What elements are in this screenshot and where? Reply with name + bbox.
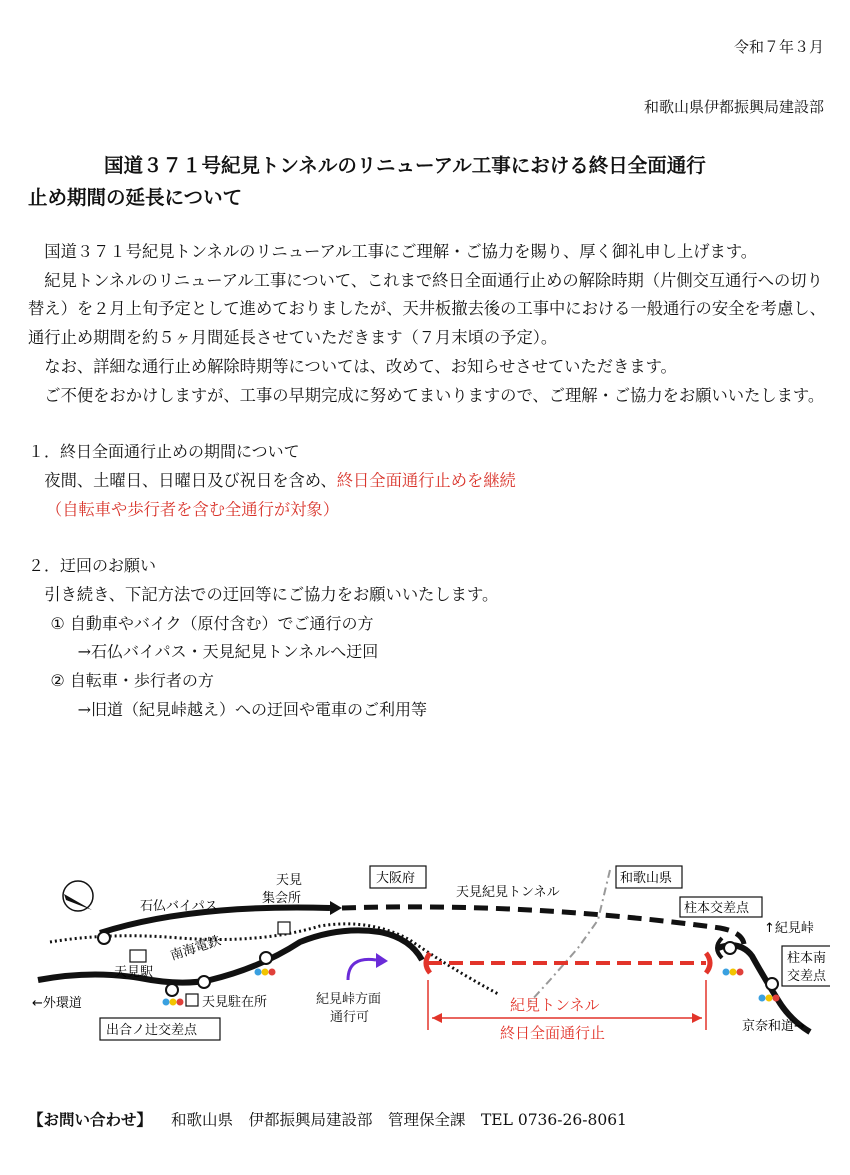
label-amami-station: 天見駅 xyxy=(114,965,154,980)
detour-map xyxy=(30,860,830,1060)
detour-item-2-detail: →旧道（紀見峠越え）への迂回や電車のご利用等 xyxy=(77,699,428,719)
detour-arrow-icon xyxy=(348,959,376,980)
traffic-signal-icon xyxy=(163,999,184,1006)
traffic-signal-icon xyxy=(255,969,276,976)
label-new-tunnel: 天見紀見トンネル xyxy=(456,885,560,900)
label-kimi-direction: 紀見峠方面 xyxy=(316,992,382,1007)
paragraph-extension: 紀見トンネルのリニューアル工事について、これまで終日全面通行止めの解除時期（片側交互通行への切り替え）を２月上旬予定として進めておりましたが、天井板撤去後の工事中における一般通行の安全を考慮し、通行止め期間を約５ヶ月間延長させていただきます（７月末頃の予定）。 xyxy=(28,270,826,348)
label-kimitoge: ↑紀見峠 xyxy=(764,921,814,936)
paragraph-thanks: 国道３７１号紀見トンネルのリニューアル工事にご理解・ご協力を賜り、厚く御礼申し上げます。 xyxy=(44,242,758,261)
detour-item-2-title: ② 自転車・歩行者の方 xyxy=(50,671,214,691)
bypass-arrowhead xyxy=(330,901,342,915)
traffic-signal-icon xyxy=(759,995,780,1002)
issuing-organization: 和歌山県伊都振興局建設部 xyxy=(643,98,824,116)
intersection-marker xyxy=(98,932,110,944)
label-amami-center-2: 集会所 xyxy=(262,891,302,906)
contact-info xyxy=(28,1108,627,1130)
label-amami-center-1: 天見 xyxy=(276,873,303,888)
label-nankai: 南海電鉄 xyxy=(168,933,223,964)
intersection-marker xyxy=(198,976,210,988)
intersection-marker xyxy=(724,942,736,954)
section-1-text-black: 夜間、土曜日、日曜日及び祝日を含め、 xyxy=(44,470,337,490)
label-wakayama: 和歌山県 xyxy=(620,871,673,886)
page-title xyxy=(28,150,828,214)
traffic-signal-icon xyxy=(723,969,744,976)
label-hashiramoto-minami-2: 交差点 xyxy=(787,969,827,984)
detour-item-1-detail: →石仏バイパス・天見紀見トンネルへ迂回 xyxy=(77,642,379,662)
label-kimi-passable: 通行可 xyxy=(330,1010,370,1025)
station-icon xyxy=(130,950,146,962)
section-1-heading: １．終日全面通行止めの期間について xyxy=(28,442,300,462)
label-closed-tunnel: 紀見トンネル xyxy=(510,996,600,1014)
section-1-text-red: 終日全面通行止めを継続 xyxy=(336,470,516,490)
closed-section-east-portal xyxy=(706,953,710,973)
label-osaka: 大阪府 xyxy=(376,871,416,886)
intersection-marker xyxy=(260,952,272,964)
label-keina: 京奈和道→ xyxy=(742,1019,805,1034)
title-line-2: 止め期間の延長について xyxy=(28,186,243,209)
intersection-marker xyxy=(766,978,778,990)
label-police-box: 天見駐在所 xyxy=(202,995,268,1010)
label-closed-note: 終日全面通行止 xyxy=(500,1024,606,1042)
label-hashiramoto-minami-1: 柱本南 xyxy=(787,951,827,966)
section-1-note: （自転車や歩行者を含む全通行が対象） xyxy=(45,499,339,519)
notice-body xyxy=(28,238,836,725)
section-1-text xyxy=(28,467,836,496)
label-ishibotoke-bypass: 石仏バイパス xyxy=(140,899,218,914)
label-hashiramoto: 柱本交差点 xyxy=(684,901,750,916)
label-gaikan: ←外環道 xyxy=(32,996,82,1011)
title-line-1: 国道３７１号紀見トンネルのリニューアル工事における終日全面通行 xyxy=(104,154,706,177)
section-2-intro: 引き続き、下記方法での迂回等にご協力をお願いいたします。 xyxy=(44,585,499,605)
detour-item-1-title: ① 自動車やバイク（原付含む）でご通行の方 xyxy=(50,613,374,633)
label-deai-intersection: 出合ノ辻交差点 xyxy=(106,1023,198,1038)
contact-label: 【お問い合わせ】 xyxy=(28,1111,153,1129)
contact-text: 和歌山県 伊都振興局建設部 管理保全課 TEL 0736-26-8061 xyxy=(170,1111,627,1129)
police-box-icon xyxy=(186,994,198,1006)
north-arrow-icon xyxy=(63,881,93,911)
intersection-marker xyxy=(166,984,178,996)
community-hall-icon xyxy=(278,922,290,934)
paragraph-apology: ご不便をおかけしますが、工事の早期完成に努めてまいりますので、ご理解・ご協力をお願いいたします。 xyxy=(44,385,825,405)
section-2-heading: ２．迂回のお願い xyxy=(28,556,157,576)
paragraph-notice: なお、詳細な通行止め解除時期等については、改めて、お知らせさせていただきます。 xyxy=(44,356,677,376)
issue-date: 令和７年３月 xyxy=(733,38,824,56)
